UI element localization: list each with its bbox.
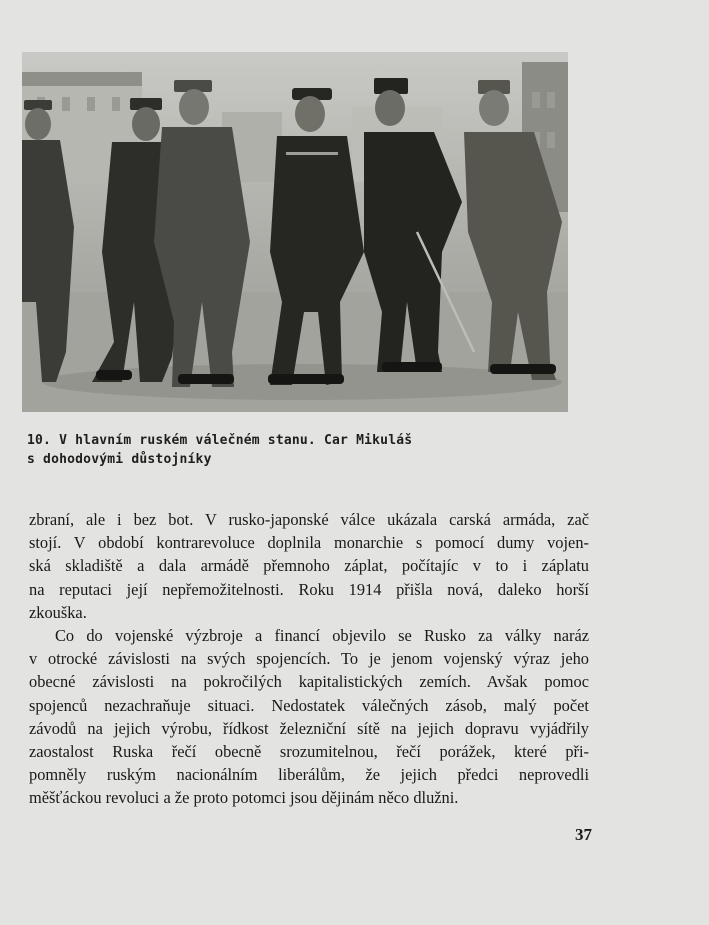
text-line: zkouška. (29, 602, 87, 622)
body-text (29, 508, 589, 810)
text-line: na reputaci její nepřemožitelnosti. Roku 1914 přišla nová, daleko horší (29, 579, 589, 599)
text-line: ská skladiště a dala armádě přemnoho záplat, počítajíc v to i záplatu (29, 556, 589, 576)
text-line: v otrocké závislosti na svých spojencích. To je jenom vojenský výraz jeho (29, 649, 589, 669)
text-line: stojí. V období kontrarevoluce doplnila monarchie s pomocí dumy vojen- (29, 533, 589, 553)
text-line: zbraní, ale i bez bot. V rusko-japonské válce ukázala carská armáda, zač (29, 510, 589, 529)
text-line: pomněly ruským nacionálním liberálům, že jejich předci neprovedli (29, 765, 589, 785)
text-line: spojenců nezachraňuje situaci. Nedostatek válečných zásob, malý počet (29, 695, 589, 715)
photograph-officers-icon (22, 52, 568, 412)
text-line: obecné závislosti na pokročilých kapitalistických zemích. Avšak pomoc (29, 672, 589, 692)
figure-caption (27, 431, 427, 469)
caption-line-1: 10. V hlavním ruském válečném stanu. Car Mikuláš (27, 433, 413, 448)
text-line: měšťáckou revoluci a že proto potomci jsou dějinám něco dlužni. (29, 788, 459, 808)
historical-photograph (22, 52, 568, 412)
text-line: závodů na jejich výrobu, řídkost železniční sítě na jejich dopravu vyjádřily (29, 718, 589, 738)
page-number: 37 (575, 825, 592, 844)
text-line: Co do vojenské výzbroje a financí objevilo se Rusko za války naráz (55, 626, 589, 646)
text-line: zaostalost Ruska řečí obecně srozumitelnou, řečí porážek, které při- (29, 742, 589, 762)
caption-line-2: s dohodovými důstojníky (27, 452, 212, 467)
